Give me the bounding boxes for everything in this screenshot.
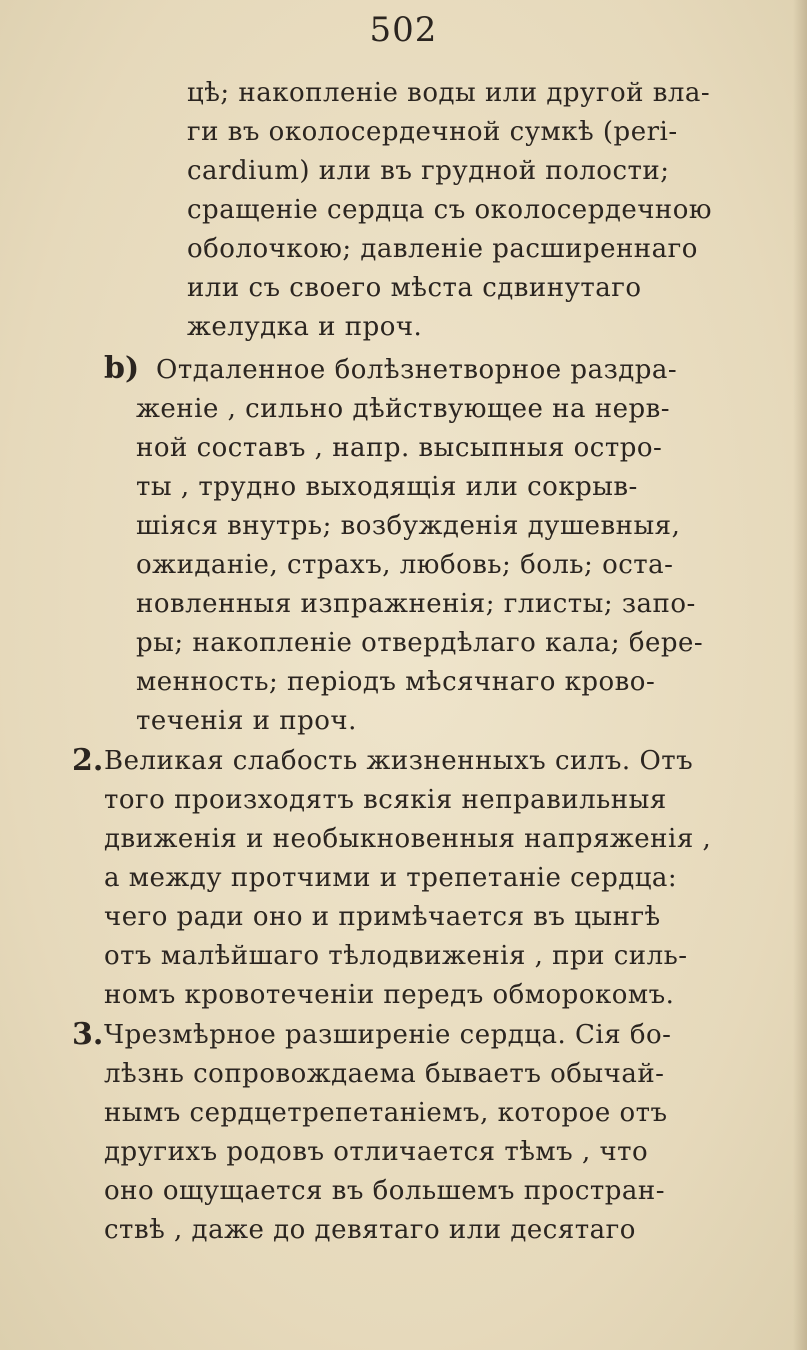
text-line: а между протчими и трепетаніе сердца: — [104, 863, 678, 893]
text-line: оболочкою; давленіе расширеннаго — [187, 234, 698, 264]
text-line: менность; періодъ мѣсячнаго крово- — [136, 667, 656, 697]
text-line: цѣ; накопленіе воды или другой вла- — [187, 78, 711, 108]
text-line: отъ малѣйшаго тѣлодвиженія , при силь- — [104, 941, 688, 971]
text-line: Чрезмѣрное разширеніе сердца. Сія бо- — [104, 1020, 672, 1050]
text-line: новленныя изпражненія; глисты; запо- — [136, 589, 696, 619]
text-line: ги въ околосердечной сумкѣ (peri- — [187, 117, 678, 147]
text-line: ожиданіе, страхъ, любовь; боль; оста- — [136, 550, 674, 580]
text-line: или съ своего мѣста сдвинутаго — [187, 273, 642, 303]
text-line: сращеніе сердца съ околосердечною — [187, 195, 713, 225]
page-number: 502 — [369, 10, 438, 50]
text-line: теченія и проч. — [136, 706, 357, 736]
text-line: движенія и необыкновенныя напряженія , — [104, 824, 712, 854]
text-line: оно ощущается въ большемъ простран- — [104, 1176, 666, 1206]
list-marker-3: 3. — [72, 1017, 104, 1052]
text-line: ной составъ , напр. высыпныя остро- — [136, 433, 663, 463]
text-line: желудка и проч. — [187, 312, 423, 342]
text-line: ты , трудно выходящія или сокрыв- — [136, 472, 638, 502]
text-line: лѣзнь сопровождаема бываетъ обычай- — [104, 1059, 665, 1089]
text-line: ры; накопленіе отвердѣлаго кала; бере- — [136, 628, 704, 658]
text-line: cardium) или въ грудной полости; — [187, 156, 670, 186]
text-line: того произходятъ всякія неправильныя — [104, 785, 667, 815]
text-line: Великая слабость жизненныхъ силъ. Отъ — [104, 746, 694, 776]
text-line: шіяся внутрь; возбужденія душевныя, — [136, 511, 681, 541]
text-line: другихъ родовъ отличается тѣмъ , что — [104, 1137, 649, 1167]
list-marker-b: b) — [104, 351, 140, 386]
text-line: номъ кровотеченіи передъ обморокомъ. — [104, 980, 675, 1010]
list-marker-2: 2. — [72, 743, 104, 778]
page-edge-shadow — [793, 0, 807, 1350]
text-line: чего ради оно и примѣчается въ цынгѣ — [104, 902, 661, 932]
text-line: нымъ сердцетрепетаніемъ, которое отъ — [104, 1098, 668, 1128]
text-line: Отдаленное болѣзнетворное раздра- — [156, 355, 678, 385]
text-line: женіе , сильно дѣйствующее на нерв- — [136, 394, 671, 424]
text-line: ствѣ , даже до девятаго или десятаго — [104, 1215, 636, 1245]
